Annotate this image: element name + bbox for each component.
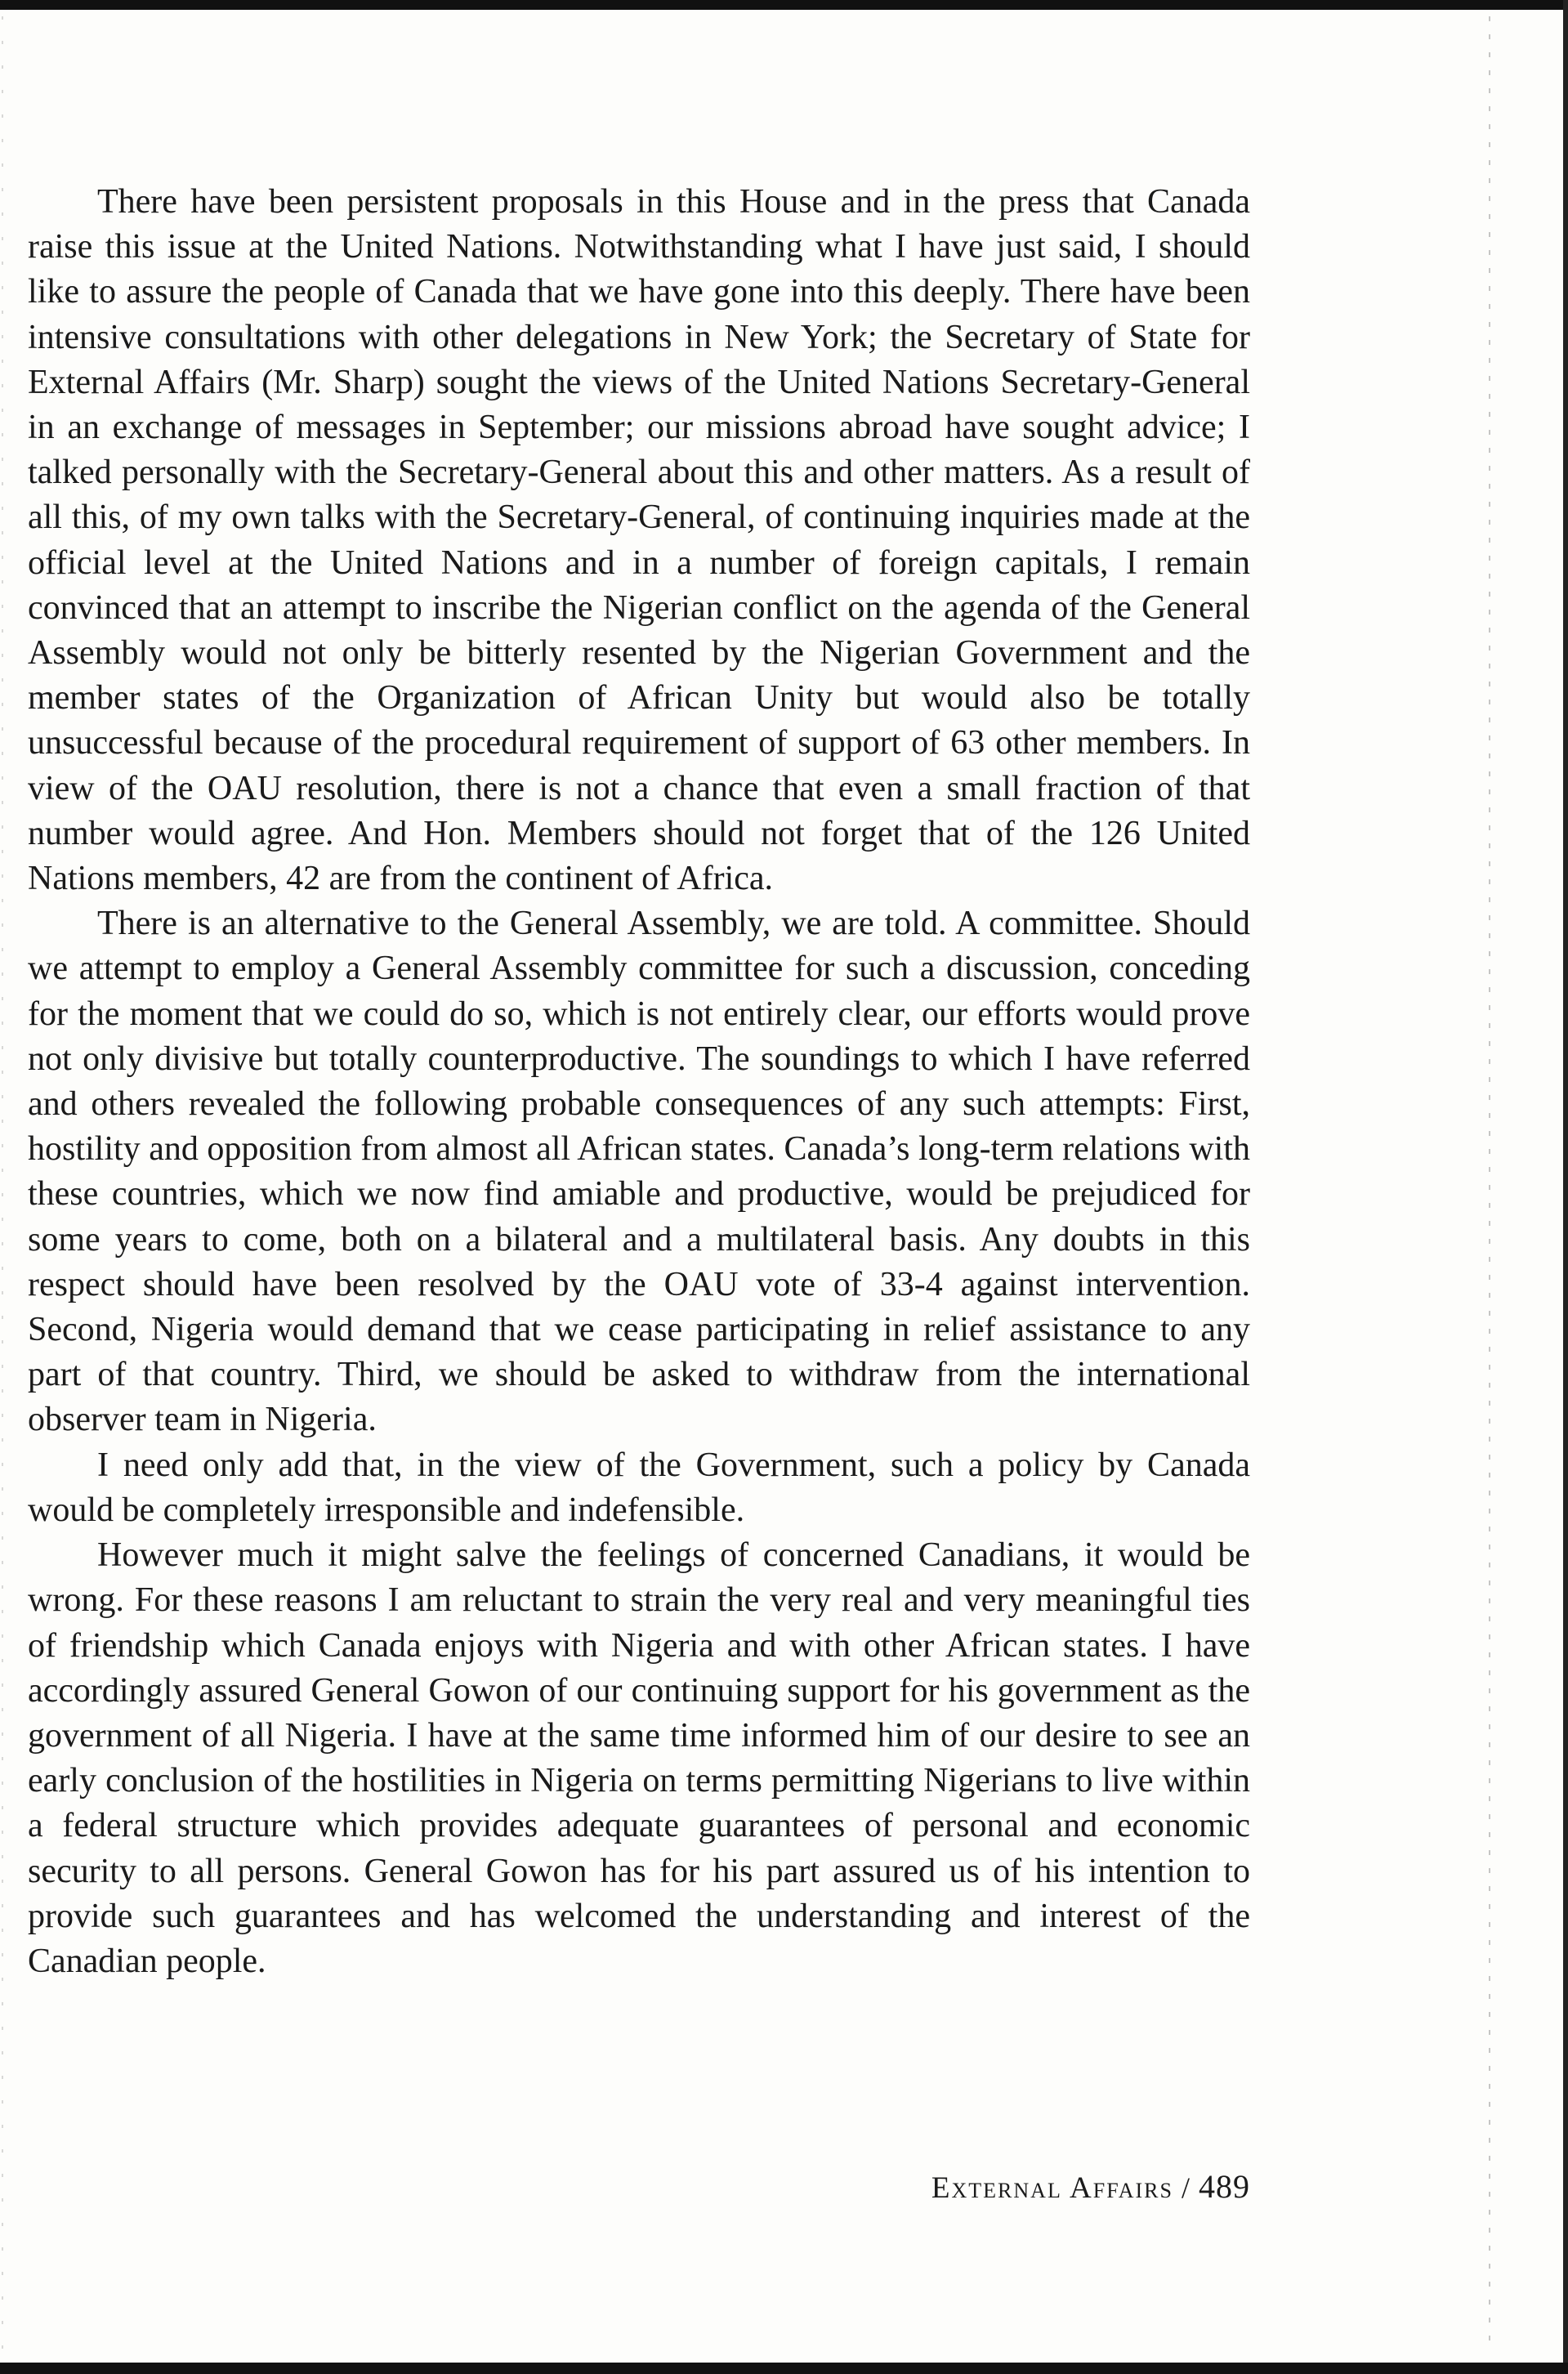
paragraph-government-view: I need only add that, in the view of the Government, such a policy by Canada would be completely irresponsible and indefensible. (28, 1446, 1250, 1529)
journal-name: External Affairs (931, 2171, 1173, 2205)
paragraph-ties-with-nigeria: However much it might salve the feelings of concerned Canadians, it would be wrong. For these reasons I am reluctant to strain the very real and very meaningful ties of friendship which Canada enjoys with Nigeria and with other African states. I have accordingly assured General Gowon of our continuing support for his government as the government of all Nigeria. I have at the same time informed him of our desire to see an early conclusion of the hostilities in Nigeria on terms permitting Nigerians to live within a federal structure which provides adequate guarantees of personal and economic security to all persons. General Gowon has for his part assured us of his intention to provide such guarantees and has welcomed the understanding and interest of the Canadian people. (28, 1536, 1250, 1980)
scan-left-margin-artifact (2, 16, 3, 2354)
scan-bottom-edge (0, 2363, 1568, 2374)
paragraph-un-proposals: There have been persistent proposals in this House and in the press that Canada raise this issue at the United Nations. Notwithstanding what I have just said, I should like to assure the people of Canada that we have gone into this deeply. There have been intensive consultations with other delegations in New York; the Secretary of State for External Affairs (Mr. Sharp) sought the views of the United Nations Secretary-General in an exchange of messages in September; our missions abroad have sought advice; I talked personally with the Secretary-General about this and other matters. As a result of all this, of my own talks with the Secretary-General, of continuing inquiries made at the official level at the United Nations and in a number of foreign capitals, I remain convinced that an attempt to inscribe the Nigerian conflict on the agenda of the General Assembly would not only be bitterly resented by the Nigerian Government and the member states of the Organization of African Unity but would also be totally unsuccessful because of the procedural requirement of support of 63 other members. In view of the OAU resolution, there is not a chance that even a small fraction of that number would agree. And Hon. Members should not forget that of the 126 United Nations members, 42 are from the continent of Africa. (28, 183, 1250, 898)
page-number: 489 (1199, 2168, 1250, 2205)
footer-separator: / (1181, 2171, 1191, 2204)
page-footer (850, 2167, 1250, 2206)
scan-right-margin-artifact (1489, 16, 1490, 2354)
document-body (28, 180, 1250, 1984)
scan-right-edge (1563, 0, 1568, 2374)
paragraph-committee-alternative: There is an alternative to the General Assembly, we are told. A committee. Should we attempt to employ a General Assembly committee for such a discussion, conceding for the moment that we could do so, which is not entirely clear, our efforts would prove not only divisive but totally counterproductive. The soundings to which I have referred and others revealed the following probable consequences of any such attempts: First, hostility and opposition from almost all African states. Canada’s long-term relations with these countries, which we now find amiable and productive, would be prejudiced for some years to come, both on a bilateral and a multilateral basis. Any doubts in this respect should have been resolved by the OAU vote of 33-4 against intervention. Second, Nigeria would demand that we cease participating in relief assistance to any part of that country. Third, we should be asked to withdraw from the international observer team in Nigeria. (28, 905, 1250, 1439)
scan-top-edge (0, 0, 1568, 10)
